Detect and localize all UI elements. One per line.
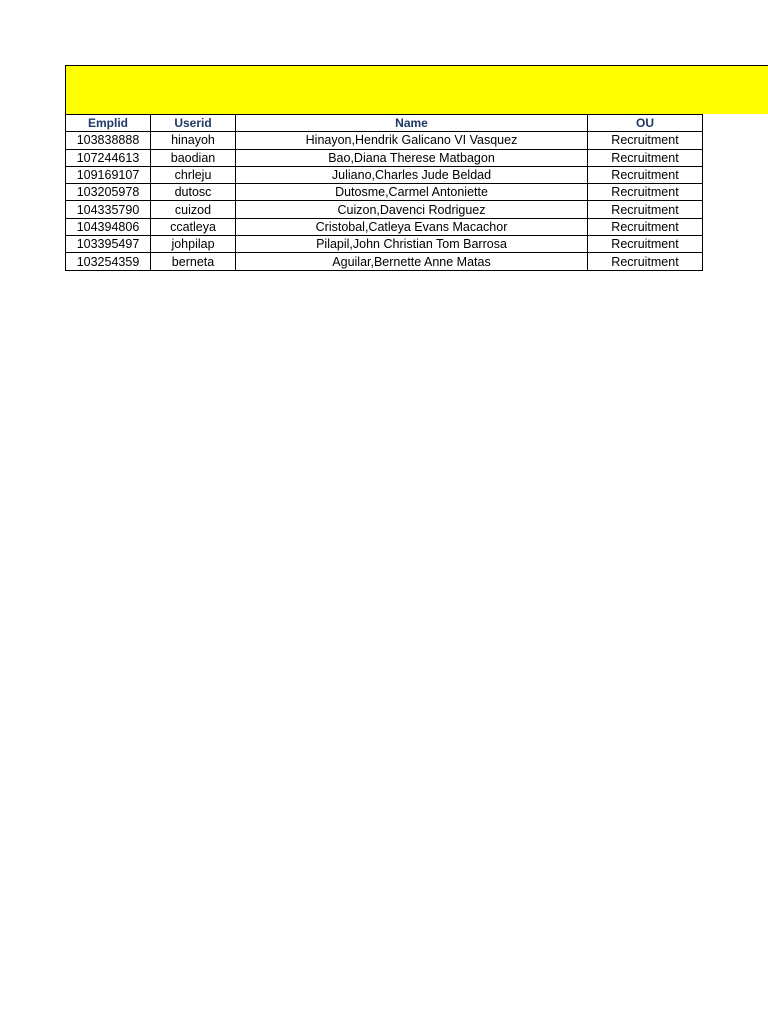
emplid-cell: 103838888: [66, 132, 151, 149]
table-row: [66, 184, 703, 201]
table-row: [66, 201, 703, 218]
ou-cell: Recruitment: [588, 166, 703, 183]
emplid-cell: 109169107: [66, 166, 151, 183]
emplid-cell: 103205978: [66, 184, 151, 201]
name-cell: Dutosme,Carmel Antoniette: [236, 184, 588, 201]
name-cell: Aguilar,Bernette Anne Matas: [236, 253, 588, 270]
userid-cell: ccatleya: [151, 218, 236, 235]
name-cell: Pilapil,John Christian Tom Barrosa: [236, 236, 588, 253]
emplid-cell: 103395497: [66, 236, 151, 253]
table-row: [66, 253, 703, 270]
name-cell: Cuizon,Davenci Rodriguez: [236, 201, 588, 218]
emplid-cell: 104335790: [66, 201, 151, 218]
table-row: [66, 166, 703, 183]
table-row: [66, 218, 703, 235]
column-header-name: Name: [236, 115, 588, 132]
ou-cell: Recruitment: [588, 149, 703, 166]
ou-cell: Recruitment: [588, 218, 703, 235]
userid-cell: johpilap: [151, 236, 236, 253]
ou-cell: Recruitment: [588, 184, 703, 201]
userid-cell: cuizod: [151, 201, 236, 218]
emplid-cell: 103254359: [66, 253, 151, 270]
column-header-emplid: Emplid: [66, 115, 151, 132]
header-row: [66, 115, 703, 132]
table-row: [66, 132, 703, 149]
name-cell: Cristobal,Catleya Evans Macachor: [236, 218, 588, 235]
column-header-userid: Userid: [151, 115, 236, 132]
name-cell: Bao,Diana Therese Matbagon: [236, 149, 588, 166]
name-cell: Hinayon,Hendrik Galicano VI Vasquez: [236, 132, 588, 149]
highlighted-title-band: [65, 65, 768, 114]
table-row: [66, 236, 703, 253]
employee-table: [65, 114, 703, 271]
ou-cell: Recruitment: [588, 201, 703, 218]
emplid-cell: 104394806: [66, 218, 151, 235]
ou-cell: Recruitment: [588, 132, 703, 149]
userid-cell: chrleju: [151, 166, 236, 183]
userid-cell: berneta: [151, 253, 236, 270]
name-cell: Juliano,Charles Jude Beldad: [236, 166, 588, 183]
emplid-cell: 107244613: [66, 149, 151, 166]
column-header-ou: OU: [588, 115, 703, 132]
table-row: [66, 149, 703, 166]
userid-cell: baodian: [151, 149, 236, 166]
userid-cell: dutosc: [151, 184, 236, 201]
ou-cell: Recruitment: [588, 253, 703, 270]
userid-cell: hinayoh: [151, 132, 236, 149]
ou-cell: Recruitment: [588, 236, 703, 253]
